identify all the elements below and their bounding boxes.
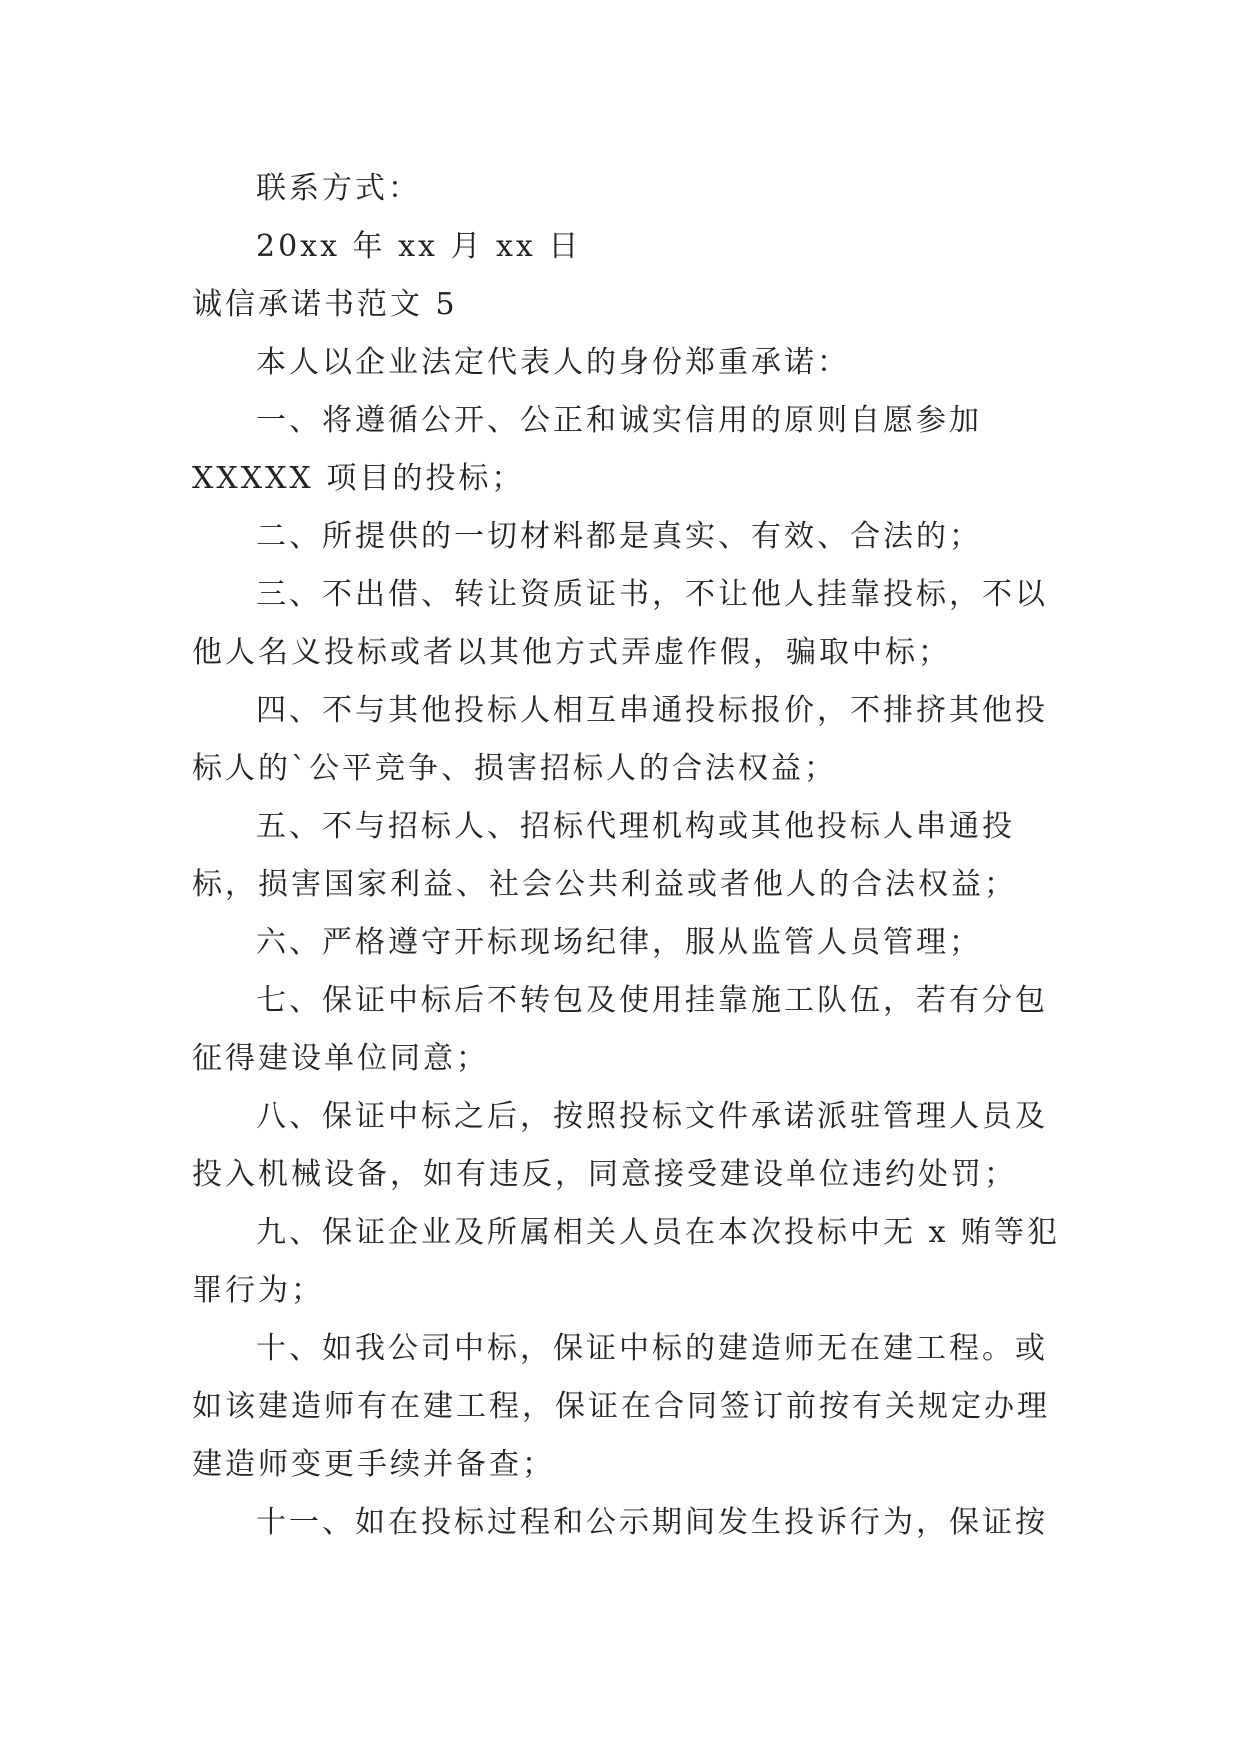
date-line: 20xx 年 xx 月 xx 日: [256, 229, 582, 264]
list-item: 九、保证企业及所属相关人员在本次投标中无 x 贿等犯罪行为；: [192, 1215, 1060, 1308]
list-item: 十一、如在投标过程和公示期间发生投诉行为，保证按: [256, 1505, 1048, 1540]
list-item: 七、保证中标后不转包及使用挂靠施工队伍，若有分包征得建设单位同意；: [192, 983, 1048, 1076]
list-item: 八、保证中标之后，按照投标文件承诺派驻管理人员及投入机械设备，如有违反，同意接受建设单位违约处罚；: [192, 1099, 1048, 1192]
list-item: 二、所提供的一切材料都是真实、有效、合法的；: [256, 519, 982, 554]
list-item: 十、如我公司中标，保证中标的建造师无在建工程。或如该建造师有在建工程，保证在合同签订前按有关规定办理建造师变更手续并备查；: [192, 1331, 1050, 1482]
intro-paragraph: 本人以企业法定代表人的身份郑重承诺：: [256, 345, 850, 380]
list-item: 六、严格遵守开标现场纪律，服从监管人员管理；: [256, 925, 982, 960]
contact-label: 联系方式：: [256, 171, 421, 206]
section-title: 诚信承诺书范文 5: [192, 287, 458, 322]
list-item: 四、不与其他投标人相互串通投标报价，不排挤其他投标人的`公平竞争、损害招标人的合法权益；: [192, 693, 1048, 786]
list-item: 一、将遵循公开、公正和诚实信用的原则自愿参加 XXXXX 项目的投标；: [192, 403, 982, 496]
list-item: 五、不与招标人、招标代理机构或其他投标人串通投标，损害国家利益、社会公共利益或者他人的合法权益；: [192, 809, 1017, 902]
list-item: 三、不出借、转让资质证书，不让他人挂靠投标，不以他人名义投标或者以其他方式弄虚作假，骗取中标；: [192, 577, 1048, 670]
document-body: [192, 160, 1060, 1552]
